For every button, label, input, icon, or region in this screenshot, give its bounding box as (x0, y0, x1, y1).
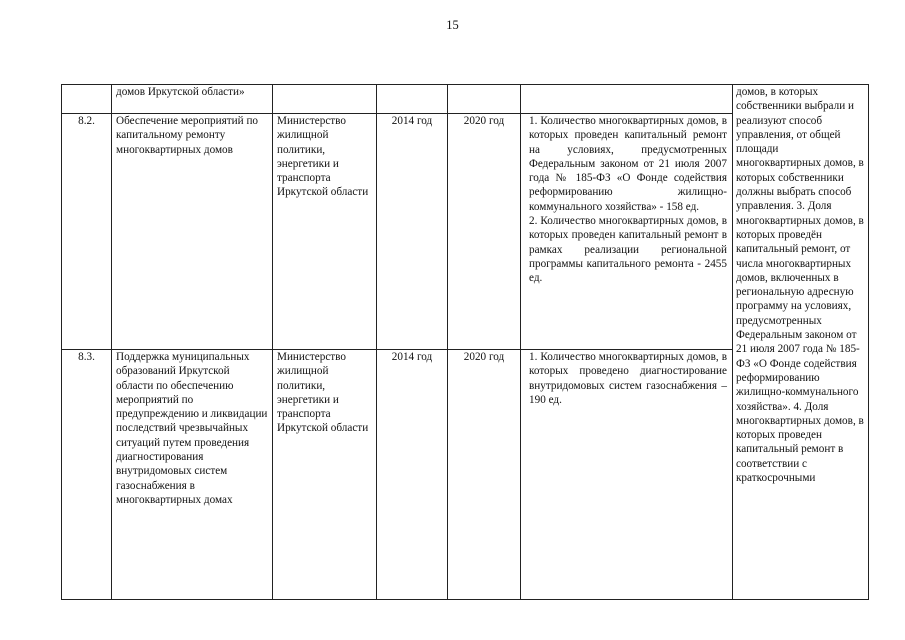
indicators-cell (521, 114, 733, 350)
activity-cell: Обеспечение мероприятий по капитальному ремонту многоквартирных домов (112, 114, 273, 350)
row-number-cell (62, 85, 112, 114)
indicator-paragraph: 1. Количество многоквартирных домов, в которых проведено диагностирование внутридомовых систем газоснабжения – 190 ед. (529, 351, 727, 406)
target-indicators-cell: домов, в которых собственники выбрали и реализуют способ управления, от общей площади многоквартирных домов, в которых собственники должны выбрать способ управления. 3. Доля многоквартирных домов, в которых проведён капитальный ремонт, от числа многоквартирных домов, включенных в региональную адресную программу на условиях, предусмотренных Федеральным законом от 21 июля 2007 года № 185-ФЗ «О Фонде содействия реформированию жилищно-коммунального хозяйства». 4. Доля многоквартирных домов, в которых проведен капитальный ремонт в соответствии с краткосрочными (733, 85, 869, 600)
executor-cell: Министерство жилищной политики, энергетики и транспорта Иркутской области (273, 114, 377, 350)
end-year-cell: 2020 год (448, 114, 521, 350)
row-number-cell: 8.3. (62, 350, 112, 600)
indicators-cell (521, 350, 733, 600)
start-year-cell: 2014 год (377, 114, 448, 350)
end-year-cell: 2020 год (448, 350, 521, 600)
program-activities-table (61, 84, 869, 600)
activity-cell: Поддержка муниципальных образований Иркутской области по обеспечению мероприятий по предупреждению и ликвидации последствий чрезвычайных ситуаций путем проведения диагностирования внутридомовых систем газоснабжения в многоквартирных домах (112, 350, 273, 600)
executor-cell (273, 85, 377, 114)
indicators-cell (521, 85, 733, 114)
row-number-cell: 8.2. (62, 114, 112, 350)
indicator-paragraph: 2. Количество многоквартирных домов, в которых проведен капитальный ремонт в рамках реализации региональной программы капитального ремонта - 2455 ед. (529, 215, 727, 285)
page-number: 15 (446, 18, 459, 32)
executor-cell: Министерство жилищной политики, энергетики и транспорта Иркутской области (273, 350, 377, 600)
activity-cell: домов Иркутской области» (112, 85, 273, 114)
indicator-paragraph: 1. Количество многоквартирных домов, в которых проведен капитальный ремонт на условиях, предусмотренных Федеральным законом от 21 июля 2007 года № 185-ФЗ «О Фонде содействия реформированию жилищно-коммунального хозяйства» - 158 ед. (529, 115, 727, 213)
table-row (62, 85, 869, 114)
end-year-cell (448, 85, 521, 114)
start-year-cell: 2014 год (377, 350, 448, 600)
start-year-cell (377, 85, 448, 114)
